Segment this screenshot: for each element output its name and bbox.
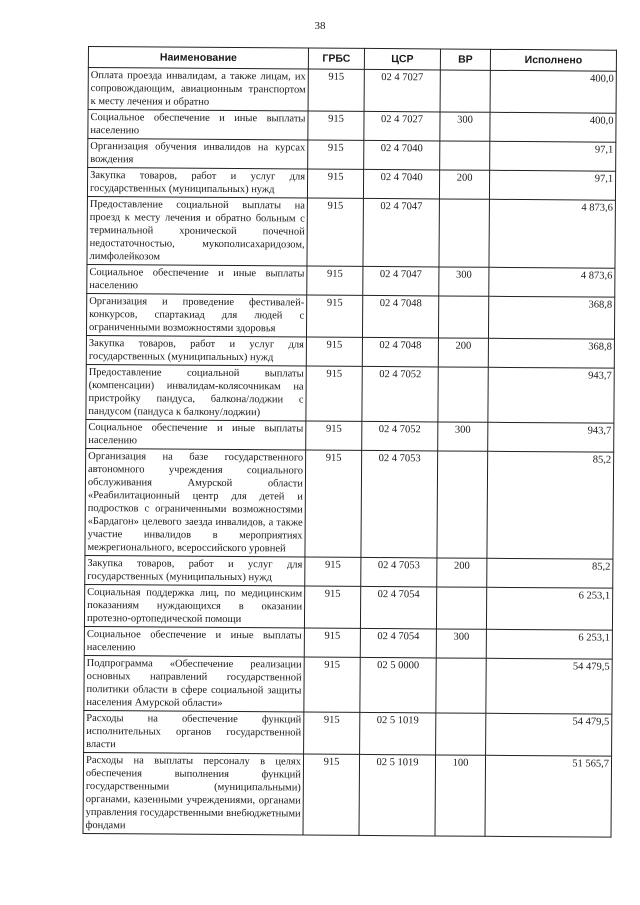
- row-amount-cell: 85,2: [487, 451, 614, 559]
- row-vr-cell: [440, 141, 490, 170]
- table-row: [88, 68, 616, 114]
- table-row: [87, 168, 615, 201]
- row-vr-cell: [438, 296, 488, 338]
- table-row: [86, 419, 614, 452]
- row-grbs-cell: 915: [303, 754, 360, 835]
- row-vr-cell: 200: [438, 338, 488, 367]
- row-name-cell: Организация на базе государственного автономного учреждения социального обслуживания Амурской области «Реабилитационный центр для детей и подростков с ограниченными возможностями «Бардагон» целевого заезда инвалидов, а также участие инвалидов в мероприятиях межрегионального, всероссийского уровней: [85, 448, 306, 557]
- table-row: [86, 293, 614, 339]
- row-name-cell: Расходы на выплаты персоналу в целях обеспечения выполнения функций государственными (муниципальными) органами, казенными учреждениями, органами управления государственными внебюджетными фондами: [83, 752, 304, 835]
- row-name-cell: Закупка товаров, работ и услуг для государственных (муниципальных) нужд: [85, 555, 305, 586]
- table-row: [85, 555, 613, 588]
- row-amount-cell: 97,1: [489, 170, 615, 200]
- row-grbs-cell: 915: [307, 198, 363, 266]
- table-body: [83, 68, 616, 838]
- row-name-cell: Расходы на обеспечение функций исполнительных органов государственной власти: [84, 710, 304, 754]
- row-vr-cell: 300: [440, 112, 490, 141]
- row-amount-cell: 368,8: [488, 296, 614, 339]
- header-name: Наименование: [88, 47, 308, 70]
- row-grbs-cell: 915: [307, 169, 363, 198]
- header-csr: ЦСР: [364, 48, 440, 70]
- table-row: [84, 655, 612, 714]
- row-name-cell: Организация и проведение фестивалей-конкурсов, спартакиад для людей с ограниченными возможностями здоровья: [86, 293, 306, 337]
- row-amount-cell: 4 873,6: [489, 267, 615, 297]
- table-row: [85, 448, 614, 559]
- row-vr-cell: 100: [435, 755, 486, 836]
- row-name-cell: Предоставление социальной выплаты на проезд к месту лечения и обратно больным с терминальной хронической почечной недостаточностью, мукополисахаридозом, лимфолейкозом: [87, 196, 307, 266]
- budget-execution-table: [82, 46, 616, 838]
- table-row: [83, 752, 612, 837]
- row-grbs-cell: 915: [308, 69, 364, 111]
- row-csr-cell: 02 4 7052: [362, 366, 438, 422]
- row-vr-cell: [440, 70, 490, 112]
- row-name-cell: Закупка товаров, работ и услуг для государственных (муниципальных) нужд: [87, 168, 307, 199]
- row-vr-cell: [437, 451, 488, 558]
- table-row: [84, 626, 612, 659]
- row-csr-cell: 02 4 7053: [361, 450, 438, 558]
- row-grbs-cell: 915: [304, 628, 360, 657]
- row-vr-cell: [436, 587, 486, 629]
- row-amount-cell: 943,7: [488, 367, 614, 423]
- row-vr-cell: 200: [437, 558, 487, 587]
- row-amount-cell: 6 253,1: [486, 587, 612, 630]
- table-row: [87, 196, 615, 268]
- row-csr-cell: 02 4 7040: [363, 169, 439, 199]
- row-name-cell: Социальная поддержка лиц, по медицинским показаниям нуждающихся в оказании протезно-ортопедической помощи: [84, 584, 304, 628]
- row-amount-cell: 85,2: [487, 558, 613, 588]
- header-amount: Исполнено: [490, 49, 616, 71]
- row-vr-cell: 300: [439, 267, 489, 296]
- table-row: [84, 710, 612, 756]
- row-vr-cell: [439, 199, 489, 267]
- row-csr-cell: 02 4 7027: [364, 69, 440, 112]
- row-vr-cell: 200: [439, 170, 489, 199]
- header-grbs: ГРБС: [308, 48, 364, 69]
- row-amount-cell: 54 479,5: [486, 658, 612, 714]
- row-name-cell: Предоставление социальной выплаты (компенсации) инвалидам-колясочникам на пристройку пандуса, балкона/лоджии с пандусом (пандуса к балкону/лоджии): [86, 364, 306, 421]
- row-vr-cell: [438, 367, 488, 422]
- row-amount-cell: 368,8: [488, 338, 614, 368]
- row-name-cell: Социальное обеспечение и иные выплаты населению: [87, 264, 307, 295]
- row-name-cell: Закупка товаров, работ и услуг для государственных (муниципальных) нужд: [86, 335, 306, 366]
- row-vr-cell: [436, 713, 486, 755]
- row-amount-cell: 51 565,7: [485, 755, 612, 837]
- row-name-cell: Социальное обеспечение и иные выплаты населению: [84, 626, 304, 657]
- row-amount-cell: 4 873,6: [489, 199, 615, 268]
- row-name-cell: Социальное обеспечение и иные выплаты населению: [88, 110, 308, 141]
- table-row: [88, 139, 616, 172]
- header-vr: ВР: [440, 49, 490, 70]
- row-vr-cell: 300: [436, 629, 486, 658]
- row-csr-cell: 02 4 7047: [363, 198, 439, 267]
- table-row: [88, 110, 616, 143]
- row-name-cell: Организация обучения инвалидов на курсах вождения: [88, 139, 308, 170]
- row-name-cell: Оплата проезда инвалидам, а также лицам, их сопровождающим, авиационным транспортом к месту лечения и обратно: [88, 68, 308, 112]
- row-amount-cell: 54 479,5: [486, 713, 612, 756]
- table-row: [87, 264, 615, 297]
- row-grbs-cell: 915: [308, 111, 364, 140]
- row-grbs-cell: 915: [306, 295, 362, 337]
- row-amount-cell: 400,0: [490, 112, 616, 142]
- row-csr-cell: 02 4 7048: [362, 295, 438, 338]
- row-csr-cell: 02 4 7040: [364, 140, 440, 170]
- table-row: [86, 335, 614, 368]
- row-csr-cell: 02 5 1019: [360, 712, 436, 755]
- row-grbs-cell: 915: [306, 366, 362, 421]
- row-vr-cell: 300: [438, 422, 488, 451]
- row-csr-cell: 02 4 7053: [361, 557, 437, 587]
- row-name-cell: Социальное обеспечение и иные выплаты населению: [86, 419, 306, 450]
- row-grbs-cell: 915: [306, 337, 362, 366]
- row-amount-cell: 400,0: [490, 70, 616, 113]
- row-csr-cell: 02 4 7052: [362, 421, 438, 451]
- row-grbs-cell: 915: [305, 557, 361, 586]
- row-vr-cell: [436, 658, 486, 713]
- table-row: [84, 584, 612, 630]
- row-csr-cell: 02 4 7054: [360, 628, 436, 658]
- row-amount-cell: 97,1: [490, 141, 616, 171]
- row-amount-cell: 943,7: [488, 422, 614, 452]
- row-csr-cell: 02 5 0000: [360, 657, 436, 713]
- row-csr-cell: 02 4 7054: [360, 586, 436, 629]
- row-grbs-cell: 915: [308, 140, 364, 169]
- row-grbs-cell: 915: [306, 421, 362, 450]
- page-number: 38: [314, 20, 326, 32]
- row-grbs-cell: 915: [304, 712, 360, 754]
- row-grbs-cell: 915: [307, 266, 363, 295]
- row-grbs-cell: 915: [305, 450, 362, 557]
- row-csr-cell: 02 5 1019: [359, 754, 436, 836]
- table-row: [86, 364, 614, 423]
- row-grbs-cell: 915: [304, 657, 360, 712]
- row-name-cell: Подпрограмма «Обеспечение реализации основных направлений государственной политики области в сфере социальной защиты населения Амурской области»: [84, 655, 304, 712]
- row-csr-cell: 02 4 7027: [364, 111, 440, 141]
- row-grbs-cell: 915: [304, 586, 360, 628]
- row-amount-cell: 6 253,1: [486, 629, 612, 659]
- row-csr-cell: 02 4 7047: [363, 266, 439, 296]
- row-csr-cell: 02 4 7048: [362, 337, 438, 367]
